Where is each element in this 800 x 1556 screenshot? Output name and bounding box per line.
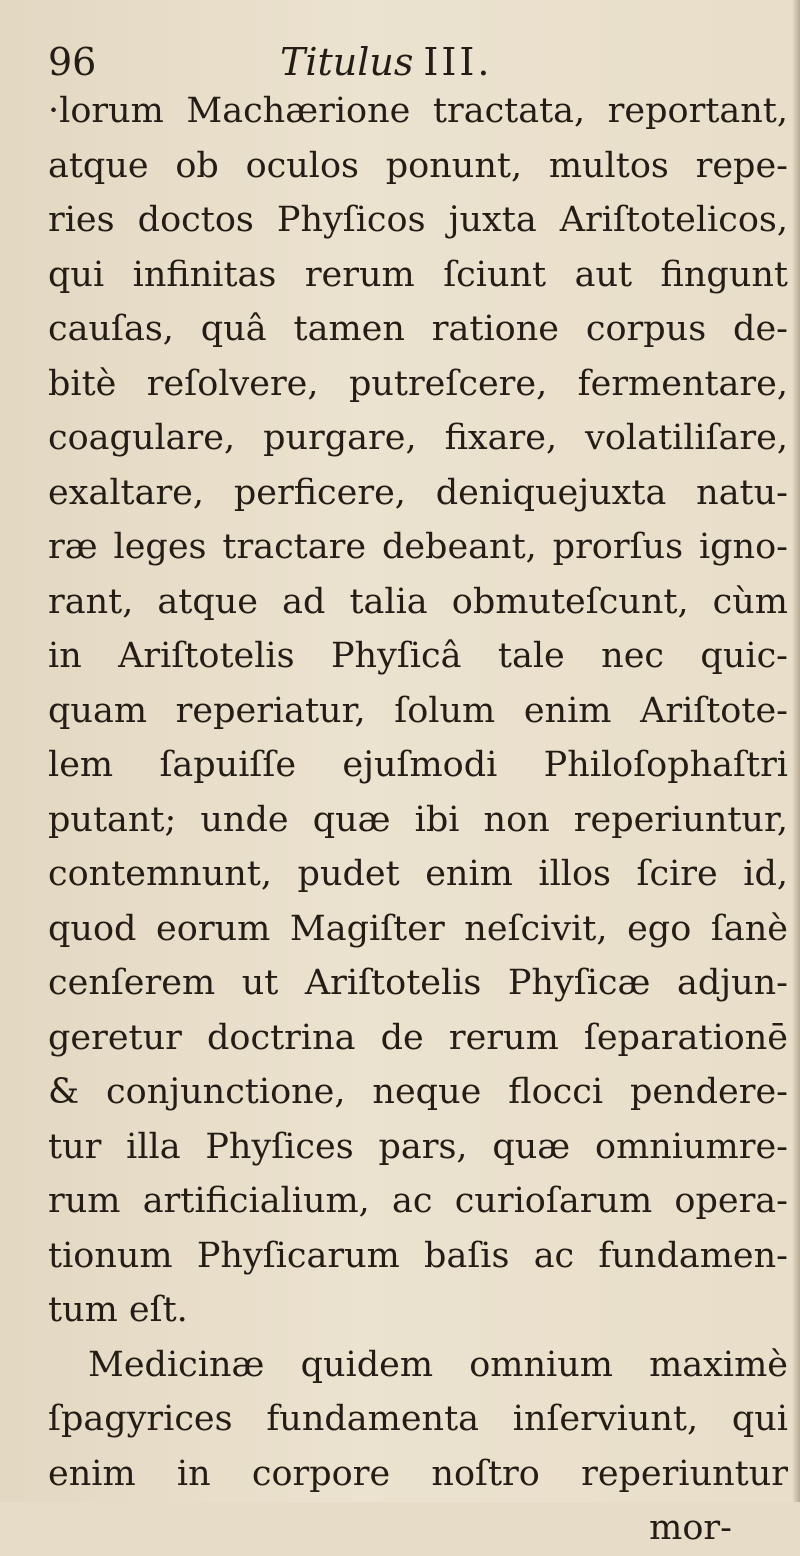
text-line-paragraph-start: Medicinæ quidem omnium maximè bbox=[88, 1344, 788, 1385]
page-header bbox=[48, 36, 760, 88]
text-line: & conjunctione, neque flocci pendere- bbox=[48, 1072, 788, 1112]
text-line: enim in corpore noſtro reperiuntur bbox=[48, 1453, 788, 1494]
text-line: lem ſapuiſſe ejuſmodi Philoſophaſtri bbox=[48, 745, 788, 785]
text-line: bitè reſolvere, putreſcere, fermentare, bbox=[48, 363, 788, 404]
text-line: geretur doctrina de rerum ſeparationē bbox=[48, 1017, 788, 1058]
text-line: ·lorum Machærione tractata, reportant, bbox=[48, 91, 788, 131]
text-line: rant, atque ad talia obmuteſcunt, cùm bbox=[48, 581, 788, 622]
text-line: cenſerem ut Ariſtotelis Phyſicæ adjun- bbox=[48, 963, 788, 1003]
text-line: quam reperiatur, ſolum enim Ariſtote- bbox=[48, 690, 788, 731]
text-line: rum artificialium, ac curioſarum opera- bbox=[48, 1181, 788, 1221]
text-line: exaltare, perficere, deniquejuxta natu- bbox=[48, 472, 788, 513]
page-number: 96 bbox=[48, 40, 97, 84]
text-line: tionum Phyſicarum baſis ac fundamen- bbox=[48, 1235, 788, 1276]
running-title-name: Titulus bbox=[280, 40, 414, 84]
page-edge-shadow bbox=[792, 0, 800, 1502]
running-title bbox=[280, 36, 493, 88]
text-line: ræ leges tractare debeant, prorſus igno- bbox=[48, 527, 788, 567]
text-line: ſpagyrices fundamenta inſerviunt, qui bbox=[48, 1399, 788, 1439]
text-line: cauſas, quâ tamen ratione corpus de- bbox=[48, 309, 788, 349]
text-line: quod eorum Magiſter neſcivit, ego ſanè bbox=[48, 908, 788, 949]
text-line: ries doctos Phyſicos juxta Ariſtotelicos, bbox=[48, 200, 788, 240]
text-line: contemnunt, pudet enim illos ſcire id, bbox=[48, 854, 788, 894]
text-line: coagulare, purgare, fixare, volatiliſare, bbox=[48, 418, 788, 458]
text-line-paragraph-end: tum eſt. bbox=[48, 1290, 188, 1330]
text-line: atque ob oculos ponunt, multos repe- bbox=[48, 145, 788, 186]
text-line: tur illa Phyſices pars, quæ omniumre- bbox=[48, 1126, 788, 1167]
text-line: in Ariſtotelis Phyſicâ tale nec quic- bbox=[48, 636, 788, 676]
text-line: putant; unde quæ ibi non reperiuntur, bbox=[48, 799, 788, 840]
running-title-numeral: III. bbox=[423, 40, 493, 84]
body-text bbox=[48, 84, 788, 1556]
text-line: qui infinitas rerum ſciunt aut fingunt bbox=[48, 254, 788, 295]
catchword: mor- bbox=[649, 1508, 732, 1548]
